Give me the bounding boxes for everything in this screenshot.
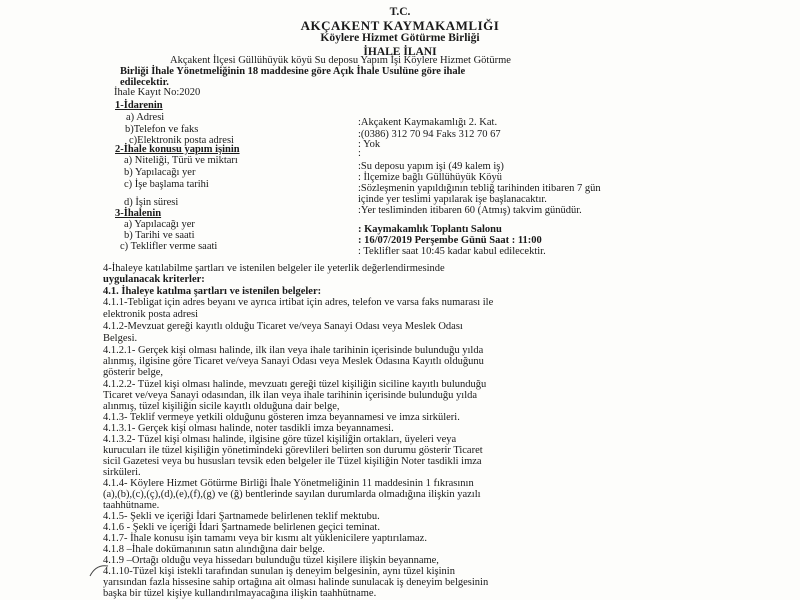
body-line: sirküleri.	[103, 467, 141, 478]
body-line: alınmış, tüzel kişiliğin sicile kayıtlı olduğuna dair belge,	[103, 401, 340, 412]
body-line: Ticaret ve/veya Sanayi odasından, ilk ilan veya ihale tarihinin içerisinde bulunduğu yılda	[103, 390, 478, 401]
body-line: 4.1.3- Teklif vermeye yetkili olduğunu gösteren imza beyannamesi ve imza sirküleri.	[103, 412, 460, 423]
s3-value-date: : 16/07/2019 Perşembe Günü Saat : 11:00	[358, 235, 542, 246]
s2-value-nature: :Su deposu yapım işi (49 kalem iş)	[358, 161, 504, 172]
s2-value-duration: :Yer tesliminden itibaren 60 (Atmış) takvim günüdür.	[358, 205, 582, 216]
header-tc: T.C.	[389, 6, 411, 18]
intro-line-3: edilecektir.	[120, 77, 169, 88]
pen-stroke-mark	[88, 560, 118, 580]
s1-label-address: a) Adresi	[126, 112, 165, 123]
body-line: 4.1. İhaleye katılma şartları ve istenilen belgeler:	[103, 286, 322, 297]
record-number: İhale Kayıt No:2020	[114, 87, 201, 98]
body-line: 4.1.5- Şekli ve içeriği İdari Şartnamede belirlenen teklif mektubu.	[103, 511, 380, 522]
s2-label-place: b) Yapılacağı yer	[124, 167, 196, 178]
body-line: 4.1.10-Tüzel kişi istekli tarafından sunulan iş deneyim belgesinin, aynı tüzel kişinin	[103, 566, 455, 577]
section-1-title: 1-İdarenin	[115, 100, 163, 111]
body-line: 4.1.1-Tebligat için adres beyanı ve ayrıca irtibat için adres, telefon ve varsa faks numarası ile	[103, 297, 494, 308]
body-line: 4.1.7- İhale konusu işin tamamı veya bir kısmı alt yüklenicilere yaptırılamaz.	[103, 533, 427, 544]
s2-value-start-cont: içinde yer teslimi yapılarak işe başlanacaktır.	[358, 194, 547, 205]
s1-value-address: :Akçakent Kaymakamlığı 2. Kat.	[358, 117, 498, 128]
body-line: 4.1.4- Köylere Hizmet Götürme Birliği İhale Yönetmeliğinin 11 maddesinin 1 fıkrasının	[103, 478, 474, 489]
notice-title: İHALE İLANI	[363, 46, 437, 58]
section-2-title: 2-İhale konusu yapım işinin	[115, 144, 240, 155]
body-line: Belgesi.	[103, 333, 138, 344]
body-line: uygulanacak kriterler:	[103, 274, 205, 285]
s3-value-place: : Kaymakamlık Toplantı Salonu	[358, 224, 502, 235]
body-line: 4.1.3.1- Gerçek kişi olması halinde, noter tasdikli imza beyannamesi.	[103, 423, 394, 434]
body-line: 4.1.3.2- Tüzel kişi olması halinde, ilgisine göre tüzel kişiliğin ortakları, üyeleri veya	[103, 434, 457, 445]
body-line: 4-İhaleye katılabilme şartları ve istenilen belgeler ile yeterlik değerlendirmesinde	[103, 263, 445, 274]
s3-label-date: b) Tarihi ve saati	[124, 230, 195, 241]
intro-line-1: Akçakent İlçesi Güllühüyük köyü Su deposu Yapım İşi Köylere Hizmet Götürme	[170, 55, 511, 66]
s2-value-start: :Sözleşmenin yapıldığının tebliğ tarihinden itibaren 7 gün	[358, 183, 601, 194]
s3-value-offer-time: : Teklifler saat 10:45 kadar kabul edilecektir.	[358, 246, 546, 257]
body-line: gösterir belge,	[103, 367, 164, 378]
body-line: 4.1.9 –Ortağı olduğu veya hissedarı bulunduğu tüzel kişilere ilişkin beyanname,	[103, 555, 439, 566]
s1-label-email: c)Elektronik posta adresi	[129, 135, 234, 146]
s2-label-duration: d) İşin süresi	[124, 197, 179, 208]
body-line: elektronik posta adresi	[103, 309, 199, 320]
intro-line-2: Birliği İhale Yönetmeliğinin 18 maddesine göre Açık İhale Usulüne göre ihale	[120, 66, 466, 77]
s2-label-start: c) İşe başlama tarihi	[124, 179, 209, 190]
body-line: alınmış, ilgisine göre Ticaret ve/veya Sanayi Odası veya Meslek Odasına Kayıtlı olduğunu	[103, 356, 484, 367]
body-line: 4.1.2.2- Tüzel kişi olması halinde, mevzuatı gereği tüzel kişiliğin siciline kayıtlı bulunduğu	[103, 379, 487, 390]
body-line: 4.1.2-Mevzuat gereği kayıtlı olduğu Ticaret ve/veya Sanayi Odası veya Meslek Odası	[103, 321, 463, 332]
body-line: kurucuları ile tüzel kişiliğin yönetimindeki görevlileri belirten son durumu gösterir Ticaret	[103, 445, 483, 456]
body-line: (a),(b),(c),(ç),(d),(e),(f),(g) ve (ğ) bentlerinde sayılan durumlarda olmadığına ilişkin yazılı	[103, 489, 481, 500]
s1-value-phone: :(0386) 312 70 94 Faks 312 70 67	[358, 129, 501, 140]
s1-label-phone: b)Telefon ve faks	[125, 124, 199, 135]
body-line: sicil Gazetesi veya bu hususları tevsik eden belgeler ile Tüzel kişiliğin Noter tasdikli imza	[103, 456, 482, 467]
s3-label-place: a) Yapılacağı yer	[124, 219, 195, 230]
body-line: 4.1.8 –İhale dokümanının satın alındığına dair belge.	[103, 544, 325, 555]
header-office: AKÇAKENT KAYMAKAMLIĞI	[300, 18, 500, 33]
body-line: yarısından fazla hissesine sahip ortağına ait olması halinde sunulacak iş deneyim belgesinin	[103, 577, 489, 588]
body-line: 4.1.6 - Şekli ve içeriği İdari Şartnamede belirlenen geçici teminat.	[103, 522, 380, 533]
header-union: Köylere Hizmet Götürme Birliği	[320, 32, 480, 44]
body-line: taahhütname.	[103, 500, 160, 511]
s3-label-offer-time: c) Teklifler verme saati	[120, 241, 218, 252]
body-line: 4.1.2.1- Gerçek kişi olması halinde, ilk ilan veya ihale tarihinin içerisinde bulunduğu yılda	[103, 345, 484, 356]
s2-value-place: : İlçemize bağlı Güllühüyük Köyü	[358, 172, 503, 183]
s1-value-email: : Yok	[358, 139, 381, 150]
s2-label-nature: a) Niteliği, Türü ve miktarı	[124, 155, 238, 166]
section-3-title: 3-İhalenin	[115, 208, 162, 219]
s2-blank-value: :	[358, 148, 361, 159]
body-line: başka bir tüzel kişiye kullandırılmayacağına ilişkin taahhütname.	[103, 588, 377, 599]
